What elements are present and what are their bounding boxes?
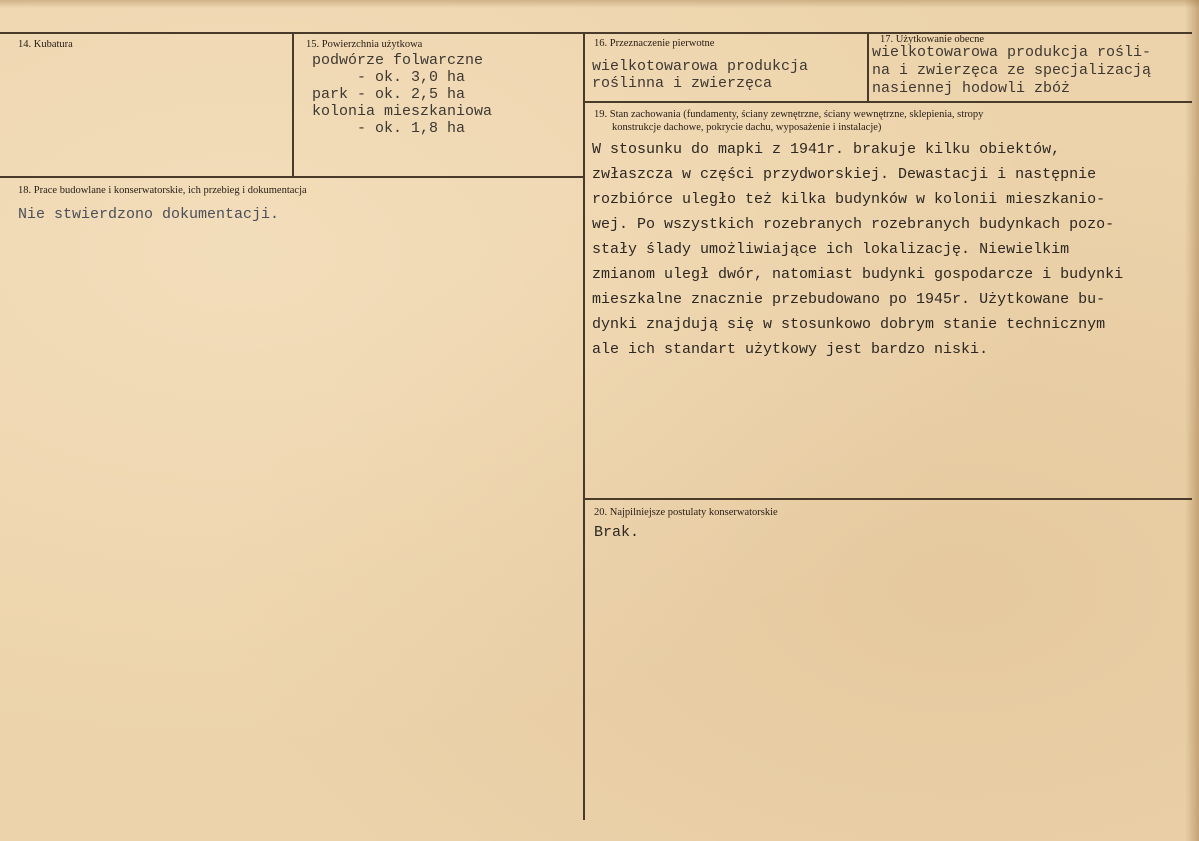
paper-edge-right bbox=[1185, 0, 1199, 841]
field-15-line-2: - ok. 3,0 ha bbox=[312, 69, 466, 86]
field-15-line-5: - ok. 1,8 ha bbox=[312, 120, 466, 137]
field-15-line-4: kolonia mieszkaniowa bbox=[312, 103, 493, 120]
divider-16-17 bbox=[867, 32, 869, 102]
field-17-label: 17. Użytkowanie obecne bbox=[880, 34, 985, 45]
field-18-text: Nie stwierdzono dokumentacji. bbox=[18, 206, 280, 223]
field-19-line-9: ale ich standart użytkowy jest bardzo niski. bbox=[592, 341, 989, 358]
field-16-line-1: wielkotowarowa produkcja bbox=[592, 58, 809, 75]
field-15-line-1: podwórze folwarczne bbox=[312, 52, 484, 69]
field-19-line-3: rozbiórce uległo też kilka budynków w kolonii mieszkanio- bbox=[592, 191, 1106, 208]
field-19-line-1: W stosunku do mapki z 1941r. brakuje kilku obiektów, bbox=[592, 141, 1061, 158]
rule-under-16-17 bbox=[584, 101, 1192, 103]
field-19-label-line-1: 19. Stan zachowania (fundamenty, ściany zewnętrzne, ściany wewnętrzne, sklepienia, stropy bbox=[594, 109, 984, 120]
field-17-line-2: na i zwierzęca ze specjalizacją bbox=[872, 62, 1152, 79]
field-19-label-line-2: konstrukcje dachowe, pokrycie dachu, wyposażenie i instalacje) bbox=[612, 122, 882, 133]
field-19-line-5: stały ślady umożliwiające ich lokalizację. Niewielkim bbox=[592, 241, 1070, 258]
top-rule bbox=[0, 32, 1192, 34]
rule-above-20 bbox=[584, 498, 1192, 500]
field-15-line-3: park - ok. 2,5 ha bbox=[312, 86, 466, 103]
field-16-line-2: roślinna i zwierzęca bbox=[592, 75, 773, 92]
field-19-line-7: mieszkalne znacznie przebudowano po 1945r. Użytkowane bu- bbox=[592, 291, 1106, 308]
field-19-line-6: zmianom uległ dwór, natomiast budynki gospodarcze i budynki bbox=[592, 266, 1124, 283]
field-14-label: 14. Kubatura bbox=[18, 39, 73, 50]
field-17-line-3: nasiennej hodowli zbóż bbox=[872, 80, 1071, 97]
field-17-line-1: wielkotowarowa produkcja rośli- bbox=[872, 44, 1152, 61]
field-19-line-2: zwłaszcza w części przydworskiej. Dewastacji i następnie bbox=[592, 166, 1097, 183]
field-15-label: 15. Powierzchnia użytkowa bbox=[306, 39, 423, 50]
field-20-text: Brak. bbox=[594, 524, 640, 541]
main-column-divider bbox=[583, 32, 585, 820]
field-16-label: 16. Przeznaczenie pierwotne bbox=[594, 38, 715, 49]
field-19-line-8: dynki znajdują się w stosunkowo dobrym stanie technicznym bbox=[592, 316, 1106, 333]
field-20-label: 20. Najpilniejsze postulaty konserwatorskie bbox=[594, 507, 778, 518]
paper-edge-top bbox=[0, 0, 1199, 8]
field-18-label: 18. Prace budowlane i konserwatorskie, ich przebieg i dokumentacja bbox=[18, 185, 307, 196]
field-19-line-4: wej. Po wszystkich rozebranych rozebranych budynkach pozo- bbox=[592, 216, 1115, 233]
divider-14-15 bbox=[292, 32, 294, 177]
